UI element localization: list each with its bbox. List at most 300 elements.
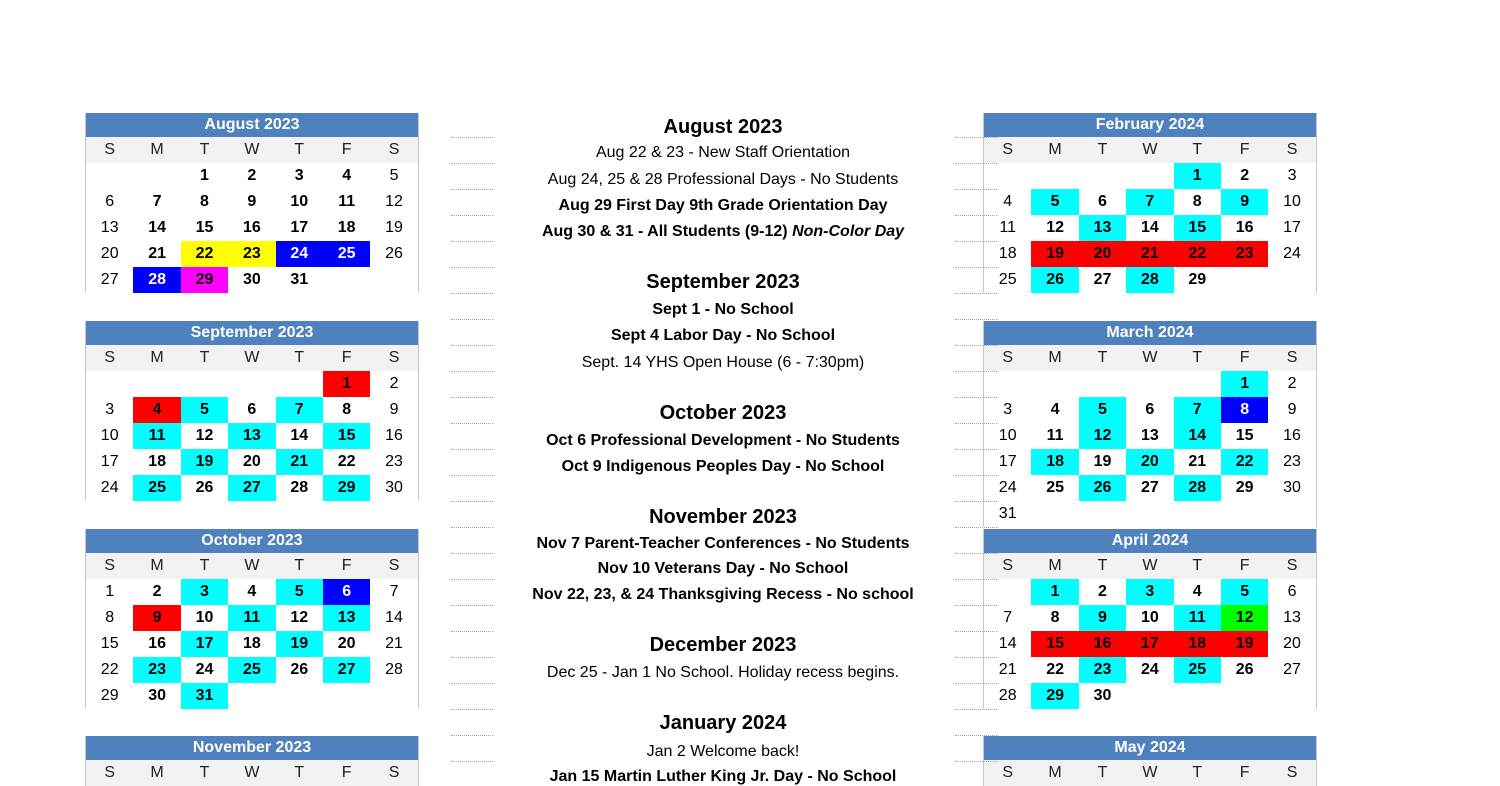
weekday-label: M: [1048, 141, 1062, 158]
calendar-day: 7: [152, 193, 162, 210]
week-row: [86, 579, 418, 605]
dotted-leader: [451, 761, 493, 762]
calendar-day: 27: [1093, 271, 1112, 288]
calendar-day: 6: [323, 579, 370, 605]
calendar-day: 24: [1140, 661, 1159, 678]
calendar-day: 23: [1221, 241, 1268, 267]
week-row: [86, 657, 418, 683]
calendar-day: 15: [1031, 631, 1078, 657]
dotted-leader: [955, 449, 997, 450]
event-text: Aug 30 & 31 - All Students (9-12): [541, 223, 793, 240]
weekday-label: S: [1002, 764, 1014, 781]
calendar-day: 3: [294, 167, 304, 184]
calendar-day: 5: [1031, 189, 1078, 215]
weekday-header-row: [86, 137, 418, 163]
calendar-day: 14: [998, 635, 1017, 652]
calendar-day: 17: [100, 453, 119, 470]
event-item: Sept 4 Labor Day - No School: [610, 327, 836, 344]
calendar-day: 31: [290, 271, 309, 288]
dotted-leader: [451, 709, 493, 710]
dotted-leader: [451, 657, 493, 658]
dotted-leader: [955, 293, 997, 294]
calendar-empty-cell: [1126, 371, 1173, 397]
calendar-day: 23: [1283, 453, 1301, 470]
calendar-november-2023: [85, 736, 419, 786]
calendar-day: 2: [389, 375, 399, 392]
weekday-label: T: [294, 141, 305, 158]
event-item: Aug 22 & 23 - New Staff Orientation: [595, 144, 851, 161]
week-row: [984, 631, 1316, 657]
weekday-label: T: [294, 349, 305, 366]
dotted-leader: [955, 501, 997, 502]
calendar-day: 4: [133, 397, 180, 423]
dotted-leader: [955, 527, 997, 528]
calendar-empty-cell: [370, 683, 417, 709]
calendar-empty-cell: [984, 163, 1031, 189]
dotted-leader: [451, 189, 493, 190]
dotted-leader: [955, 683, 997, 684]
calendar-day: 10: [100, 427, 119, 444]
calendar-day: 1: [1221, 371, 1268, 397]
calendar-empty-cell: [1174, 501, 1221, 527]
calendar-empty-cell: [1174, 683, 1221, 709]
weekday-label: T: [199, 141, 210, 158]
weekday-label: T: [199, 764, 210, 781]
calendar-empty-cell: [276, 371, 323, 397]
dotted-leader: [451, 449, 493, 450]
calendar-month-title: August 2023: [86, 113, 418, 137]
dotted-leader: [451, 371, 493, 372]
calendar-month-title: March 2024: [984, 321, 1316, 345]
calendar-day: 27: [1140, 479, 1159, 496]
dotted-leader: [451, 475, 493, 476]
dotted-leader: [955, 605, 997, 606]
dotted-leader: [955, 761, 997, 762]
calendar-empty-cell: [1174, 371, 1221, 397]
calendar-day: 4: [1003, 193, 1013, 210]
dotted-leader: [955, 709, 997, 710]
calendar-day: 14: [1174, 423, 1221, 449]
calendar-day: 13: [1283, 609, 1301, 626]
calendar-day: 2: [1240, 167, 1250, 184]
dotted-leader: [451, 605, 493, 606]
weekday-label: M: [150, 557, 164, 574]
week-row: [86, 189, 418, 215]
calendar-empty-cell: [1079, 501, 1126, 527]
calendar-day: 10: [290, 193, 309, 210]
weekday-label: S: [1002, 557, 1014, 574]
calendar-april-2024: [983, 529, 1317, 709]
calendar-day: 16: [1283, 427, 1301, 444]
weekday-label: S: [1002, 141, 1014, 158]
calendar-day: 9: [247, 193, 257, 210]
weekday-label: W: [1142, 764, 1158, 781]
week-row: [984, 683, 1316, 709]
weekday-label: T: [1192, 557, 1203, 574]
dotted-leader: [955, 371, 997, 372]
dotted-leader: [451, 423, 493, 424]
events-heading-january: January 2024: [659, 712, 787, 734]
calendar-empty-cell: [1031, 163, 1078, 189]
calendar-empty-cell: [86, 163, 133, 189]
dotted-leader: [451, 579, 493, 580]
calendar-day: 11: [999, 219, 1016, 236]
calendar-day: 13: [1140, 427, 1159, 444]
calendar-day: 29: [1031, 683, 1078, 709]
week-row: [984, 215, 1316, 241]
calendar-day: 6: [1145, 401, 1155, 418]
calendar-day: 8: [1050, 609, 1060, 626]
calendar-day: 23: [1079, 657, 1126, 683]
weekday-label: T: [294, 557, 305, 574]
calendar-day: 18: [242, 635, 261, 652]
calendar-day: 22: [1221, 449, 1268, 475]
calendar-month-title: February 2024: [984, 113, 1316, 137]
calendar-day: 12: [385, 193, 403, 210]
calendar-day: 26: [1235, 661, 1254, 678]
calendar-day: 11: [133, 423, 180, 449]
calendar-day: 25: [323, 241, 370, 267]
calendar-day: 23: [228, 241, 275, 267]
events-heading-october: October 2023: [659, 402, 787, 424]
calendar-empty-cell: [1126, 683, 1173, 709]
calendar-day: 9: [1287, 401, 1297, 418]
calendar-empty-cell: [1268, 683, 1315, 709]
calendar-day: 28: [133, 267, 180, 293]
calendar-day: 9: [389, 401, 399, 418]
calendar-day: 21: [276, 449, 323, 475]
weekday-label: T: [199, 349, 210, 366]
weekday-label: S: [1286, 141, 1298, 158]
dotted-leader: [451, 735, 493, 736]
week-row: [86, 605, 418, 631]
dotted-leader: [955, 241, 997, 242]
calendar-empty-cell: [133, 163, 180, 189]
calendar-day: 7: [1126, 189, 1173, 215]
calendar-day: 20: [242, 453, 261, 470]
weekday-label: M: [150, 141, 164, 158]
calendar-day: 11: [1046, 427, 1064, 444]
weekday-label: W: [244, 764, 260, 781]
week-row: [86, 683, 418, 709]
dotted-leader: [955, 215, 997, 216]
calendar-day: 4: [1192, 583, 1202, 600]
calendar-day: 28: [1174, 475, 1221, 501]
calendar-empty-cell: [323, 267, 370, 293]
week-row: [86, 449, 418, 475]
calendar-day: 10: [1140, 609, 1159, 626]
dotted-leader: [955, 475, 997, 476]
calendar-day: 29: [100, 687, 119, 704]
calendar-day: 15: [100, 635, 119, 652]
calendar-month-title: April 2024: [984, 529, 1316, 553]
calendar-march-2024: [983, 321, 1317, 527]
calendar-empty-cell: [1221, 683, 1268, 709]
calendar-day: 9: [1221, 189, 1268, 215]
weekday-header-row: [984, 553, 1316, 579]
dotted-leader: [955, 397, 997, 398]
dotted-leader: [451, 241, 493, 242]
weekday-label: S: [104, 141, 116, 158]
calendar-day: 1: [200, 167, 209, 184]
calendar-day: 14: [385, 609, 403, 626]
calendar-day: 10: [1283, 193, 1301, 210]
calendar-day: 14: [290, 427, 309, 444]
calendar-day: 13: [228, 423, 275, 449]
calendar-day: 8: [105, 609, 115, 626]
calendar-day: 26: [290, 661, 309, 678]
event-item: Nov 10 Veterans Day - No School: [597, 560, 849, 577]
calendar-day: 22: [181, 241, 228, 267]
calendar-day: 19: [276, 631, 323, 657]
calendar-day: 8: [1221, 397, 1268, 423]
calendar-day: 5: [1221, 579, 1268, 605]
calendar-day: 3: [181, 579, 228, 605]
event-emphasis: Non-Color Day: [792, 223, 905, 240]
week-row: [984, 501, 1316, 527]
weekday-label: S: [1286, 764, 1298, 781]
calendar-day: 16: [1079, 631, 1126, 657]
dotted-leader: [955, 345, 997, 346]
calendar-day: 25: [1046, 479, 1064, 496]
week-row: [984, 423, 1316, 449]
dotted-leader: [451, 683, 493, 684]
calendar-day: 31: [998, 505, 1017, 522]
calendar-day: 22: [337, 453, 356, 470]
calendar-day: 19: [385, 219, 403, 236]
calendar-day: 25: [1174, 657, 1221, 683]
calendar-day: 19: [1093, 453, 1112, 470]
calendar-day: 15: [323, 423, 370, 449]
week-row: [86, 475, 418, 501]
weekday-header-row: [86, 345, 418, 371]
calendar-empty-cell: [323, 683, 370, 709]
weekday-label: S: [1002, 349, 1014, 366]
weekday-label: W: [244, 349, 260, 366]
dotted-leader: [955, 579, 997, 580]
dotted-leader: [955, 735, 997, 736]
event-item: Aug 24, 25 & 28 Professional Days - No Students: [547, 171, 899, 188]
calendar-day: 29: [1235, 479, 1254, 496]
events-heading-september: September 2023: [646, 271, 800, 293]
calendar-day: 3: [1287, 167, 1297, 184]
weekday-label: T: [1192, 349, 1203, 366]
calendar-day: 30: [148, 687, 166, 704]
weekday-label: M: [150, 764, 164, 781]
calendar-empty-cell: [984, 579, 1031, 605]
dotted-leader: [955, 137, 997, 138]
calendar-day: 11: [338, 193, 356, 210]
weekday-label: W: [244, 557, 260, 574]
calendar-day: 6: [105, 193, 115, 210]
calendar-day: 21: [1188, 453, 1207, 470]
calendar-empty-cell: [1268, 501, 1315, 527]
calendar-day: 5: [276, 579, 323, 605]
calendar-day: 22: [1174, 241, 1221, 267]
calendar-day: 28: [998, 687, 1017, 704]
week-row: [86, 267, 418, 293]
weekday-label: T: [199, 557, 210, 574]
calendar-day: 17: [181, 631, 228, 657]
weekday-label: S: [104, 557, 116, 574]
event-item: Jan 15 Martin Luther King Jr. Day - No School: [549, 768, 897, 785]
week-row: [86, 397, 418, 423]
week-row: [984, 241, 1316, 267]
dotted-leader: [451, 267, 493, 268]
dotted-leader: [451, 319, 493, 320]
calendar-day: 21: [1126, 241, 1173, 267]
dotted-leader: [955, 189, 997, 190]
weekday-label: S: [388, 557, 400, 574]
week-row: [86, 631, 418, 657]
weekday-label: T: [1192, 764, 1203, 781]
calendar-month-title: October 2023: [86, 529, 418, 553]
calendar-day: 7: [276, 397, 323, 423]
calendar-day: 24: [195, 661, 214, 678]
calendar-february-2024: [983, 113, 1317, 293]
weekday-label: S: [104, 764, 116, 781]
weekday-label: M: [1048, 349, 1062, 366]
calendar-day: 7: [1003, 609, 1013, 626]
week-row: [984, 397, 1316, 423]
calendar-empty-cell: [370, 267, 417, 293]
week-row: [984, 449, 1316, 475]
event-item: Sept. 14 YHS Open House (6 - 7:30pm): [581, 354, 865, 371]
calendar-empty-cell: [1031, 501, 1078, 527]
weekday-header-row: [86, 760, 418, 786]
weekday-label: W: [1142, 141, 1158, 158]
calendar-day: 16: [148, 635, 166, 652]
calendar-day: 6: [1098, 193, 1107, 210]
calendar-day: 24: [100, 479, 119, 496]
dotted-leader: [955, 267, 997, 268]
calendar-day: 20: [100, 245, 119, 262]
calendar-day: 4: [342, 167, 352, 184]
calendar-day: 13: [100, 219, 119, 236]
weekday-label: M: [1048, 764, 1062, 781]
calendar-empty-cell: [228, 371, 275, 397]
calendar-day: 21: [998, 661, 1017, 678]
calendar-empty-cell: [1221, 501, 1268, 527]
calendar-day: 19: [1031, 241, 1078, 267]
calendar-day: 27: [100, 271, 119, 288]
week-row: [984, 267, 1316, 293]
calendar-day: 23: [133, 657, 180, 683]
event-item: [495, 223, 951, 241]
event-item: Aug 29 First Day 9th Grade Orientation Day: [558, 197, 888, 214]
calendar-empty-cell: [133, 371, 180, 397]
weekday-label: S: [104, 349, 116, 366]
calendar-day: 20: [1079, 241, 1126, 267]
calendar-day: 26: [1079, 475, 1126, 501]
calendar-day: 15: [1174, 215, 1221, 241]
calendar-day: 15: [1235, 427, 1254, 444]
calendar-empty-cell: [1221, 267, 1268, 293]
week-row: [86, 371, 418, 397]
calendar-day: 8: [200, 193, 209, 210]
week-row: [984, 657, 1316, 683]
calendar-day: 7: [1174, 397, 1221, 423]
calendar-empty-cell: [276, 683, 323, 709]
calendar-day: 10: [195, 609, 214, 626]
calendar-day: 1: [1174, 163, 1221, 189]
dotted-leader: [955, 631, 997, 632]
calendar-month-title: November 2023: [86, 736, 418, 760]
weekday-header-row: [984, 345, 1316, 371]
week-row: [984, 371, 1316, 397]
calendar-day: 2: [1287, 375, 1297, 392]
calendar-day: 12: [1046, 219, 1064, 236]
week-row: [86, 241, 418, 267]
calendar-day: 25: [998, 271, 1017, 288]
calendar-day: 7: [389, 583, 399, 600]
weekday-label: T: [1097, 141, 1108, 158]
calendar-day: 19: [181, 449, 228, 475]
weekday-label: W: [1142, 349, 1158, 366]
calendar-day: 20: [1126, 449, 1173, 475]
weekday-label: W: [244, 141, 260, 158]
dotted-leader: [451, 345, 493, 346]
dotted-leader: [451, 553, 493, 554]
events-heading-november: November 2023: [649, 506, 797, 528]
calendar-day: 25: [228, 657, 275, 683]
calendar-day: 25: [133, 475, 180, 501]
calendar-day: 12: [290, 609, 309, 626]
calendar-day: 1: [323, 371, 370, 397]
calendar-day: 5: [389, 167, 399, 184]
calendar-august-2023: [85, 113, 419, 293]
weekday-label: F: [341, 141, 352, 158]
calendar-day: 18: [1174, 631, 1221, 657]
weekday-label: F: [341, 349, 352, 366]
events-heading-august: August 2023: [663, 116, 783, 138]
weekday-label: T: [1097, 557, 1108, 574]
calendar-day: 27: [228, 475, 275, 501]
calendar-day: 13: [1079, 215, 1126, 241]
calendar-day: 9: [1079, 605, 1126, 631]
calendar-day: 16: [1235, 219, 1254, 236]
calendar-may-2024: [983, 736, 1317, 786]
event-item: Jan 2 Welcome back!: [646, 743, 800, 760]
calendar-october-2023: [85, 529, 419, 709]
weekday-header-row: [86, 553, 418, 579]
weekday-label: S: [388, 764, 400, 781]
calendar-day: 16: [242, 219, 261, 236]
calendar-day: 14: [1140, 219, 1159, 236]
dotted-leader: [955, 423, 997, 424]
calendar-day: 5: [181, 397, 228, 423]
calendar-day: 6: [247, 401, 257, 418]
weekday-label: F: [1239, 349, 1250, 366]
calendar-empty-cell: [228, 683, 275, 709]
calendar-day: 30: [1093, 687, 1112, 704]
calendar-day: 8: [342, 401, 352, 418]
weekday-label: F: [341, 764, 352, 781]
calendar-day: 28: [1126, 267, 1173, 293]
calendar-day: 22: [100, 661, 119, 678]
calendar-day: 10: [998, 427, 1017, 444]
event-item: Nov 7 Parent-Teacher Conferences - No Students: [536, 535, 910, 552]
event-item: Oct 6 Professional Development - No Students: [546, 432, 900, 449]
calendar-empty-cell: [1268, 267, 1315, 293]
event-item: Oct 9 Indigenous Peoples Day - No School: [561, 458, 885, 475]
calendar-day: 18: [998, 245, 1017, 262]
calendar-day: 20: [337, 635, 356, 652]
calendar-day: 18: [148, 453, 166, 470]
calendar-day: 21: [148, 245, 166, 262]
calendar-day: 1: [105, 583, 115, 600]
calendar-day: 22: [1046, 661, 1064, 678]
